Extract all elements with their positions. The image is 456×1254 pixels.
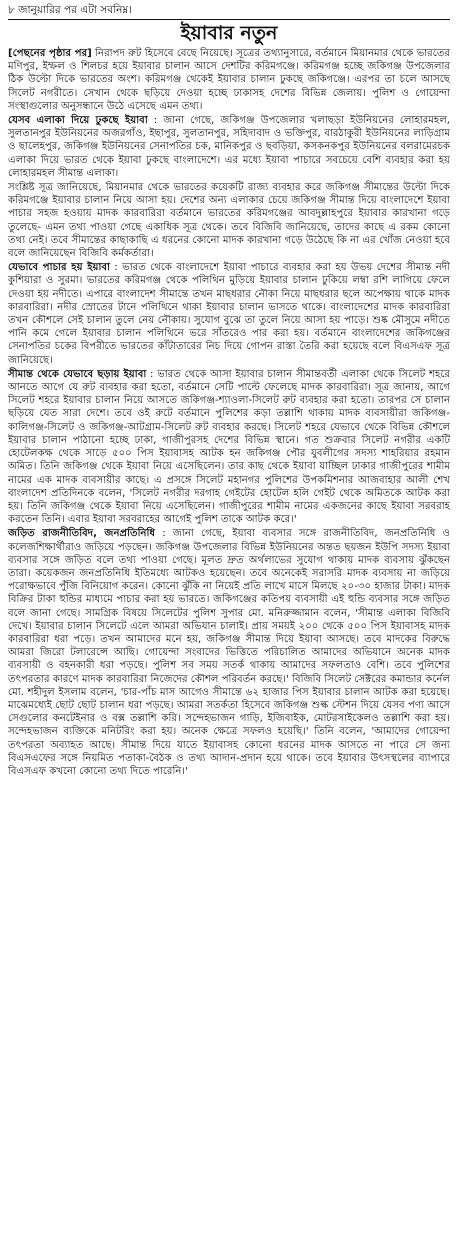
paragraph-text: সংশ্লিষ্ট সূত্র জানিয়েছে, মিয়ানমার থেকে ভারতের কয়েকটি রাজ্য ব্যবহার করে জকিগঞ্জ সীমান্তের উল্টো দিকে করিমগঞ্জে ইয়াবার চালান নিয়ে আসা হয়। দেশের অন্য এলাকার চেয়ে জকিগঞ্জ সীমান্ত দিয়ে বাংলাদেশে ইয়াবা পাচার সহজ হওয়ায় মাদক কারবারিরা বর্তমানে ভারতের করিমগঞ্জের আবদুল্লাহপুরে ইয়াবার কারখানা গড়ে তুলেছে- এমন তথ্য পাওয়া গেছে একাধিক সূত্র থেকে। তবে বিজিবি জানিয়েছে, তাদের কাছে এ রকম কোনো তথ্য নেই। তবে সীমান্তের কাছাকাছি এ ধরনের কোনো মাদক কারখানা গড়ে উঠেছে কি না এর খোঁজ নেওয়া হবে বলে জানিয়েছেন বিজিবি কর্মকর্তারা। <box>8 182 450 260</box>
subhead-entry-areas: যেসব এলাকা দিয়ে ঢুকছে ইয়াবা <box>8 115 148 127</box>
subhead-involved-politicians: জড়িত রাজনীতিবিদ, জনপ্রতিনিধি <box>8 528 156 540</box>
paragraph-entry-areas <box>8 114 450 180</box>
paragraph-text: : ভারত থেকে আসা ইয়াবার চালান সীমান্তবর্তী এলাকা থেকে সিলেট শহরে আনতে আগে যে রুট ব্যবহার করা হতো, বর্তমানে সেটি পাল্টে ফেলেছে মাদক কারবারিরা। সূত্র জানায়, আগে সিলেট শহরে ইয়াবার চালান নিয়ে আসতে জকিগঞ্জ-শ্যাওলা-সিলেট রুট ব্যবহার করা হতো। তারপর সে চালান ছড়িয়ে যেত সারা দেশে। তবে ওই রুটে বর্তমানে পুলিশের কড়া তল্লাশি থাকায় মাদক ব্যবসায়ীরা জকিগঞ্জ-কালিগঞ্জ-সিলেট ও জকিগঞ্জ-আটগ্রাম-সিলেট রুট ব্যবহার করছে। সিলেট শহরে যেভাবে থেকে বিভিন্ন কৌশলে ইয়াবার চালান পাঠানো হচ্ছে ঢাকা, গাজীপুরসহ দেশের বিভিন্ন স্থানে। গত শুক্রবার সিলেট নগরীর একটি হোটেলকক্ষ থেকে সাড়ে ৫০০ পিস ইয়াবাসহ আটক হন জকিগঞ্জ পৌর যুবলীগের সদস্য শাহরিয়ার রহমান অমিত। তিনি জকিগঞ্জ থেকে ইয়াবা নিয়ে এসেছিলেন। তার কাছ থেকে ইয়াবা যাচ্ছিল ঢাকার গাজীপুরের শামীম নামের এক মাদক ব্যবসায়ীর কাছে। এ প্রসঙ্গে সিলেট মহানগর পুলিশের উপকমিশনার আজবাহার আলী শেখ বাংলাদেশ প্রতিদিনকে বলেন, 'সিলেট নগরীর দরগাহ গেইটের হোটেল হলি গেইট থেকে অমিতকে আটক করা হয়। তিনি জকিগঞ্জ থেকে ইয়াবা নিয়ে এসেছিলেন। গাজীপুরের শামীম নামের একজনের কাছে ইয়াবা সরবরাহ করতেন তিনি। এবার ইয়াবা সরবরাহের আগেই পুলিশ তাকে আটক করে।' <box>8 368 450 526</box>
paragraph-text: : জানা গেছে, ইয়াবা ব্যবসার সঙ্গে রাজনীতিবিদ, জনপ্রতিনিধি ও কলেজশিক্ষার্থীরাও জড়িয়ে পড়ছেন। জকিগঞ্জ উপজেলার বিভিন্ন ইউনিয়নের অন্তত ছয়জন ইউপি সদস্য ইয়াবা ব্যবসার সঙ্গে জড়িত বলে তথ্য পাওয়া গেছে। মূলত দ্রুত অর্থলাভের সুযোগ থাকায় মাদক ব্যবসায় ঝুঁকছেন তারা। কয়েকজন জনপ্রতিনিধি ইতিমধ্যে আটকও হয়েছেন। তবে অনেকেই সরাসরি মাদক ব্যবসায় না জড়িয়ে পরোক্ষভাবে পুঁজি বিনিয়োগ করেন। কোনো ঝুঁকি না নিয়েই প্রতি লাখে মাসে মিলছে ২০-৩০ হাজার টাকা। মাদক বিক্রির টাকা হুন্ডির মাধ্যমে পাচার করা হয় ভারতে। জকিগঞ্জের কতিপয় ব্যবসায়ী এই হুন্ডি ব্যবসার সঙ্গে জড়িত বলে জানা গেছে। সামগ্রিক বিষয়ে সিলেটের পুলিশ সুপার মো. মনিরুজ্জামান বলেন, 'সীমান্ত এলাকা বিজিবি দেখে। ইয়াবার চালান সিলেটে এলে আমরা অভিযান চালাই। প্রায় সময়ই ২০০ থেকে ৫০০ পিস ইয়াবাসহ মাদক কারবারিরা ধরা পড়ে। তখন আমাদের মনে হয়, জকিগঞ্জ সীমান্ত দিয়ে ইয়াবা আসছে। তবে মাদকের বিরুদ্ধে আমরা জিরো টলারেন্সে আছি। গোয়েন্দা সংবাদের ভিত্তিতে পরিচালিত আমাদের অভিযানে অনেক মাদক ব্যবসায়ী ও বহনকারী ধরা পড়ছে। পুলিশ সব সময় সতর্ক থাকায় আমাদের সফলতাও বেশি। তবে পুলিশের তৎপরতার কারণে মাদক কারবারিরা নিজেদের কৌশল পরিবর্তন করছে।' বিজিবি সিলেট সেক্টরের কমান্ডার কর্নেল মো. শহীদুল ইসলাম বলেন, 'চার-পাঁচ মাস আগেও সীমান্তে ৬২ হাজার পিস ইয়াবার চালান আটক করা হয়েছে। মাঝেমধ্যেই ছোট ছোট চালান ধরা পড়ছে। আমরা সতর্কতা হিসেবে জকিগঞ্জ শুল্ক স্টেশন দিয়ে যেসব পণ্য আসে সেগুলোর কনটেইনার ও বক্স তল্লাশি করি। সন্দেহভাজন গাড়ি, ইজিবাইক, মোটরসাইকেলও তল্লাশি করা হয়। সন্দেহভাজন ব্যক্তিকে মনিটরিং করা হয়। অনেক ক্ষেত্রে সফলও হয়েছি।' তিনি বলেন, 'আমাদের গোয়েন্দা তৎপরতা অব্যাহত আছে। সীমান্ত দিয়ে যাতে ইয়াবাসহ কোনো ধরনের মাদক আসতে না পারে সে জন্য বিএসএফের সঙ্গে নিয়মিত পতাকা-বৈঠক ও তথ্য আদান-প্রদান হয়ে থাকে। তবে ইয়াবার উৎসস্থলের ব্যাপারে বিএসএফ কখনো কোনো তথ্য দিতে পারেনি।' <box>8 528 450 777</box>
subhead-smuggling-method: যেভাবে পাচার হয় ইয়াবা <box>8 262 110 274</box>
paragraph-text: : জানা গেছে, জকিগঞ্জ উপজেলার খলাছড়া ইউনিয়নের লোহারমহল, সুলতানপুর ইউনিয়নের অজরগাঁও, ইছাপুর, সুলতানপুর, সহিদাবাদ ও ভক্তিপুর, বারঠাকুরী ইউনিয়নের লাড়িগ্রাম ও ছালেহপুর, জকিগঞ্জ ইউনিয়নের সেনাপতির চক, মানিকপুর ও ছবড়িয়া, কসকনকপুর ইউনিয়নের বলরামেরচক এলাকা দিয়ে ভারত থেকে ইয়াবা ঢুকছে বাংলাদেশে। এর মধ্যে ইয়াবা পাচারে সবচেয়ে বেশি ব্যবহার করা হয় লোহারমহল সীমান্ত এলাকা। <box>8 115 450 179</box>
article-body <box>8 47 450 778</box>
paragraph-text: : ভারত থেকে বাংলাদেশে ইয়াবা পাচারে ব্যবহার করা হয় উভয় দেশের সীমান্ত নদী কুশিয়ারা ও সুরমা। ভারতের করিমগঞ্জ থেকে পলিথিন মুড়িয়ে ইয়াবার চালান ঢুকিয়ে লম্বা রশি লাগিয়ে ফেলে দেওয়া হয় নদীতে। এপারে বাংলাদেশ সীমান্তে তখন মাছধরার নৌকা নিয়ে মাছধরার ছলে অপেক্ষায় থাকে মাদক কারবারিরা। নদীর স্রোতের টানে পলিথিনে থাকা ইয়াবার চালান ভাসতে থাকে। বাংলাদেশের মাদক কারবারিরা তখন কৌশলে সেই চালান তুলে নেয় নৌকায়। সুযোগ বুঝে তা তুলে নিয়ে আসা হয় পাড়ে। শুষ্ক মৌসুমে নদীতে পানি কমে গেলে ইয়াবার চালান পলিথিনে ভরে সাঁতরেও পার করা হয়। বর্তমানে বাংলাদেশের জকিগঞ্জের সেনাপতির চকের বিপরীতে ভারতের কাঁটাতারের নিচ দিয়ে গোপন রাস্তা তৈরি করা হয়েছে বলে বিএসএফ সূত্র জানিয়েছে। <box>8 262 450 366</box>
previous-column-tail: ৮ জানুয়ারির পর এটা সবনিম্ন। <box>8 4 132 16</box>
paragraph-sources <box>8 181 450 260</box>
paragraph-involved-politicians <box>8 527 450 778</box>
top-divider <box>8 19 450 20</box>
continuation-marker: [পেছনের পৃষ্ঠার পর] <box>8 48 92 59</box>
paragraph-distribution <box>8 368 450 526</box>
article-headline: ইয়াবার নতুন <box>180 22 278 44</box>
subhead-distribution: সীমান্ত থেকে যেভাবে ছড়ায় ইয়াবা <box>8 368 147 380</box>
paragraph-intro <box>8 47 450 113</box>
paragraph-smuggling-method <box>8 261 450 367</box>
paragraph-text: নিরাপদ রুট হিসেবে বেছে নিয়েছে। সূত্রের তথ্যানুসারে, বর্তমানে মিয়ানমার থেকে ভারতের মণিপুর, ইম্ফল ও শিলচর হয়ে ইয়াবার চালান আসে দেশটির করিমগঞ্জে। করিমগঞ্জ হচ্ছে জকিগঞ্জ উপজেলার ঠিক উল্টো দিকে ভারতের অংশ। করিমগঞ্জ থেকেই ইয়াবার চালান ঢুকছে জকিগঞ্জে। এরপর তা চলে আসছে সিলেট নগরীতে। সেখান থেকে ছড়িয়ে দেওয়া হচ্ছে ঢাকাসহ দেশের বিভিন্ন জেলায়। পুলিশ ও গোয়েন্দা সংস্থাগুলোর অনুসন্ধানে উঠে এসেছে এমন তথ্য। <box>8 48 450 112</box>
